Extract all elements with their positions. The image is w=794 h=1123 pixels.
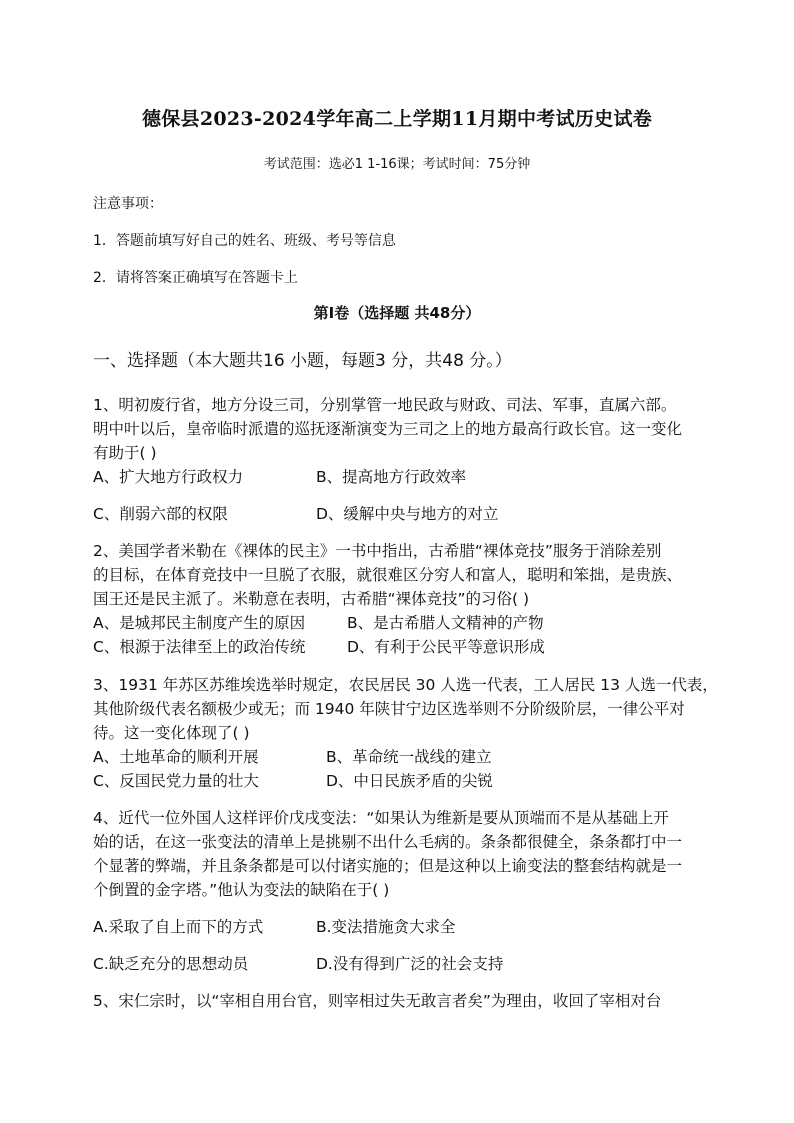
question-text-line: 个倒置的金字塔。”他认为变法的缺陷在于( ) — [93, 881, 390, 899]
option-d[interactable]: D.没有得到广泛的社会支持 — [316, 955, 504, 973]
option-d[interactable]: D、中日民族矛盾的尖锐 — [326, 772, 493, 790]
section-title: 第I卷（选择题 共48分） — [313, 304, 481, 322]
question-text-line: 待。这一变化体现了( ) — [93, 724, 250, 742]
option-b[interactable]: B、革命统一战线的建立 — [326, 748, 492, 766]
question-text-line: 个显著的弊端，并且条条都是可以付诸实施的；但是这种以上谕变法的整套结构就是一 — [93, 857, 683, 875]
option-b[interactable]: B、是古希腊人文精神的产物 — [347, 614, 544, 632]
option-a[interactable]: A、土地革命的顺利开展 — [93, 748, 259, 766]
option-a[interactable]: A、是城邦民主制度产生的原因 — [93, 614, 306, 632]
notes-heading: 注意事项： — [93, 196, 163, 212]
question-text-line: 1、明初废行省，地方分设三司，分别掌管一地民政与财政、司法、军事，直属六部。 — [93, 396, 677, 414]
question-text-line: 3、1931 年苏区苏维埃选举时规定，农民居民 30 人选一代表，工人居民 13 人选一代表， — [93, 676, 718, 694]
question-text-line: 2、美国学者米勒在《裸体的民主》一书中指出，古希腊“裸体竞技”服务于消除差别 — [93, 542, 662, 560]
part-heading: 一、选择题（本大题共16 小题，每题3 分，共48 分。） — [93, 351, 512, 371]
exam-title: 德保县2023-2024学年高二上学期11月期中考试历史试卷 — [141, 108, 653, 130]
note-item: 2．请将答案正确填写在答题卡上 — [93, 270, 298, 286]
question-text-line: 4、近代一位外国人这样评价戊戌变法：“如果认为维新是要从顶端而不是从基础上开 — [93, 809, 669, 827]
option-a[interactable]: A.采取了自上而下的方式 — [93, 918, 264, 936]
question-text-line: 的目标，在体育竞技中一旦脱了衣服，就很难区分穷人和富人，聪明和笨拙，是贵族、 — [93, 566, 683, 584]
option-c[interactable]: C、反国民党力量的壮大 — [93, 772, 259, 790]
question-text-line: 明中叶以后，皇帝临时派遣的巡抚逐渐演变为三司之上的地方最高行政长官。这一变化 — [93, 420, 683, 438]
exam-info: 考试范围：选必1 1-16课；考试时间：75分钟 — [263, 157, 531, 172]
option-c[interactable]: C、根源于法律至上的政治传统 — [93, 638, 306, 656]
question-text-line: 始的话，在这一张变法的清单上是挑剔不出什么毛病的。条条都很健全，条条都打中一 — [93, 833, 683, 851]
option-d[interactable]: D、缓解中央与地方的对立 — [316, 505, 499, 523]
note-item: 1．答题前填写好自己的姓名、班级、考号等信息 — [93, 233, 396, 249]
option-b[interactable]: B.变法措施贪大求全 — [316, 918, 456, 936]
question-text-line: 国王还是民主派了。米勒意在表明，古希腊“裸体竞技”的习俗( ) — [93, 590, 530, 608]
question-text-line: 其他阶级代表名额极少或无；而 1940 年陕甘宁边区选举则不分阶级阶层，一律公平对 — [93, 700, 685, 718]
question-text-line: 5、宋仁宗时，以“宰相自用台官，则宰相过失无敢言者矣”为理由，收回了宰相对台 — [93, 992, 662, 1010]
option-a[interactable]: A、扩大地方行政权力 — [93, 468, 244, 486]
option-c[interactable]: C、削弱六部的权限 — [93, 505, 228, 523]
question-text-line: 有助于( ) — [93, 444, 157, 462]
option-d[interactable]: D、有利于公民平等意识形成 — [347, 638, 545, 656]
option-b[interactable]: B、提高地方行政效率 — [316, 468, 467, 486]
option-c[interactable]: C.缺乏充分的思想动员 — [93, 955, 249, 973]
